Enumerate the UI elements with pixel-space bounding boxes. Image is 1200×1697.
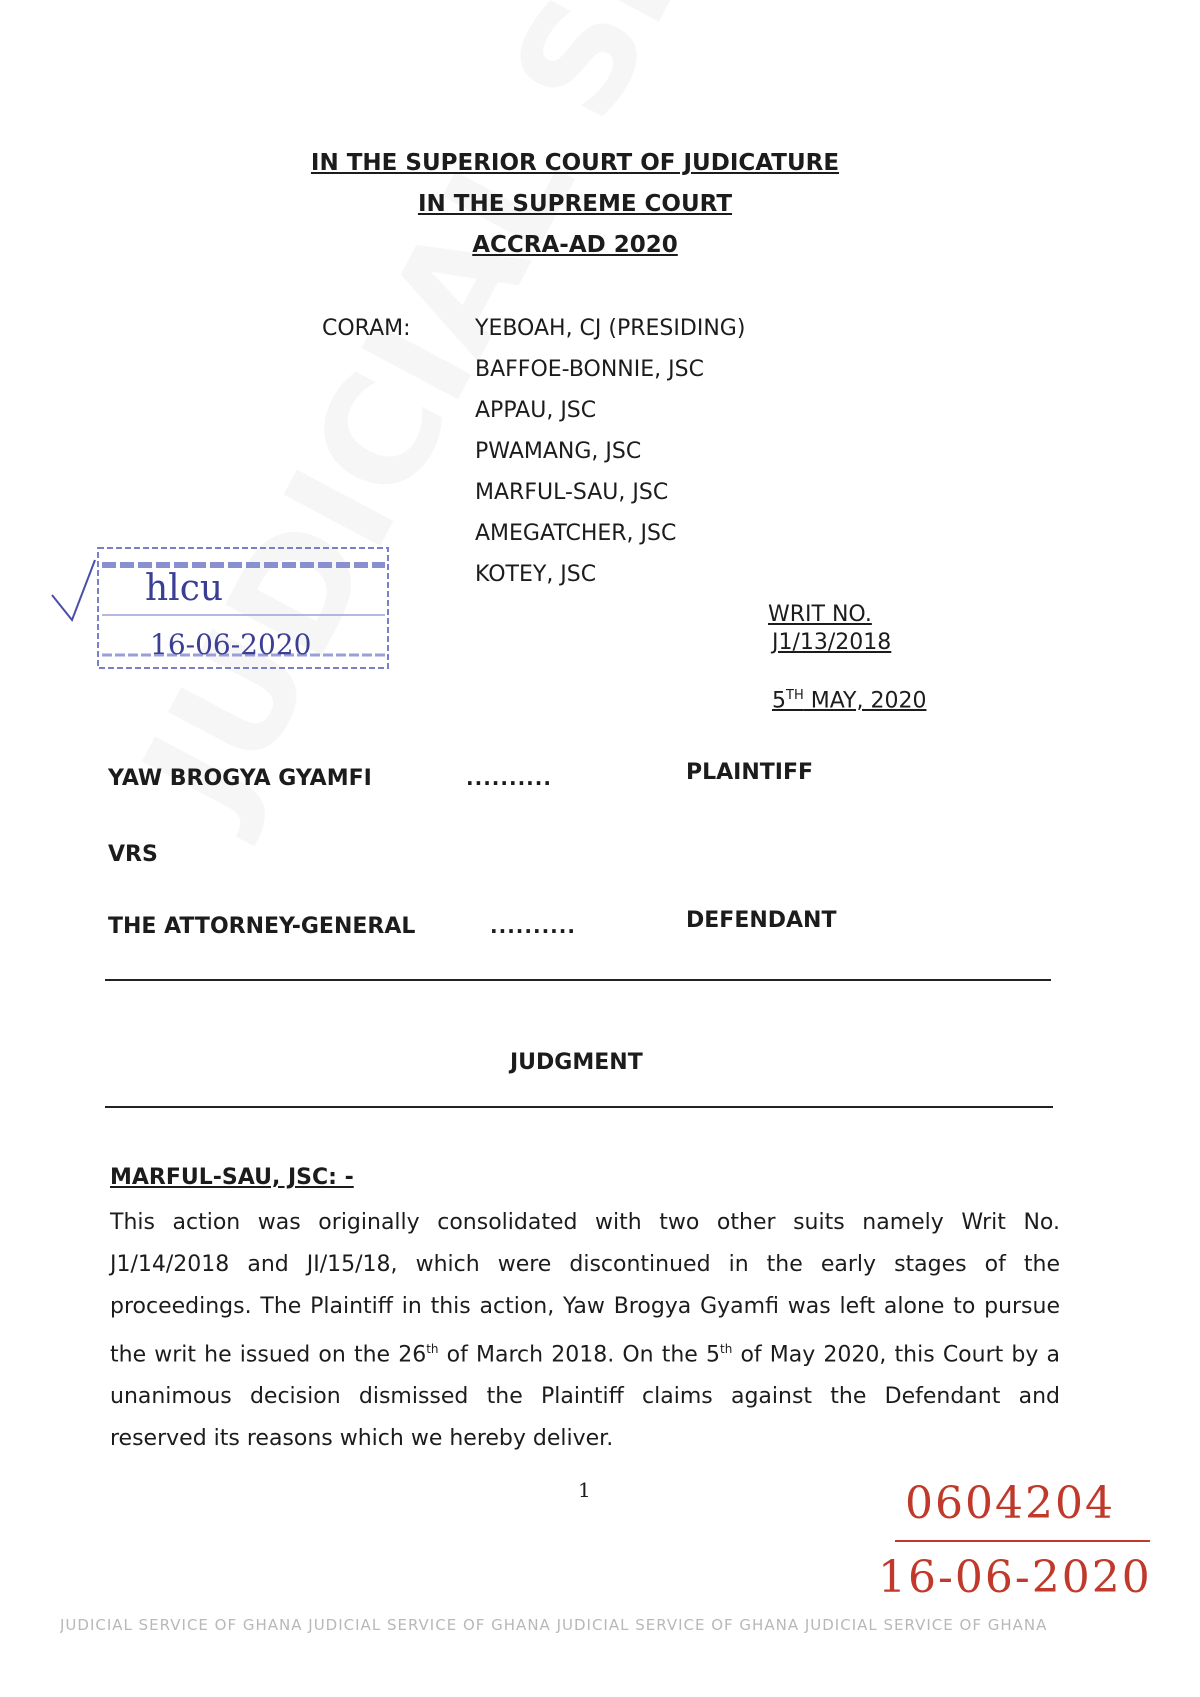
court-subtitle: IN THE SUPREME COURT xyxy=(417,191,733,217)
stamp-signature: hlcu xyxy=(145,568,224,609)
judge-name: APPAU, JSC xyxy=(475,398,597,423)
versus-label: VRS xyxy=(108,842,158,867)
judge-name: YEBOAH, CJ (PRESIDING) xyxy=(475,316,746,341)
plaintiff-name: YAW BROGYA GYAMFI xyxy=(108,766,372,791)
writ-number: J1/13/2018 xyxy=(772,630,892,655)
coram-label: CORAM: xyxy=(322,316,411,341)
margin-note-number: 0604204 xyxy=(905,1478,1115,1529)
divider xyxy=(105,1106,1053,1108)
judgment-date: 5TH MAY, 2020 xyxy=(772,688,927,714)
page-number: 1 xyxy=(578,1478,591,1502)
margin-note-line xyxy=(895,1540,1150,1542)
author-heading: MARFUL-SAU, JSC: - xyxy=(110,1165,354,1190)
divider xyxy=(105,979,1051,981)
judge-name: AMEGATCHER, JSC xyxy=(475,521,677,546)
plaintiff-role: PLAINTIFF xyxy=(686,760,814,785)
margin-note-date: 16-06-2020 xyxy=(878,1552,1152,1603)
body-paragraph: This action was originally consolidated with two other suits namely Writ No. J1/14/2018 and JI/15/18, which were discontinued in the early stages of the proceedings. The Plaintiff in this action, Yaw Brogya Gyamfi was left alone to pursue the writ he issued on the 26th of March 2018. On the 5th of May 2020, this Court by a unanimous decision dismissed the Plaintiff claims against the Defendant and reserved its reasons which we hereby deliver. xyxy=(110,1210,1060,1452)
court-title: IN THE SUPERIOR COURT OF JUDICATURE xyxy=(310,150,840,176)
coram-list xyxy=(475,316,745,603)
judge-name: KOTEY, JSC xyxy=(475,562,597,587)
judgment-heading: JUDGMENT xyxy=(510,1050,643,1075)
judge-name: MARFUL-SAU, JSC xyxy=(475,480,669,505)
court-location: ACCRA-AD 2020 xyxy=(472,232,678,258)
judge-name: BAFFOE-BONNIE, JSC xyxy=(475,357,704,382)
writ-label: WRIT NO. xyxy=(768,602,872,627)
received-stamp xyxy=(40,540,400,680)
plaintiff-dots: .......... xyxy=(466,766,552,790)
defendant-role: DEFENDANT xyxy=(686,908,837,933)
footer-watermark: JUDICIAL SERVICE OF GHANA JUDICIAL SERVICE OF GHANA JUDICIAL SERVICE OF GHANA JUDICIAL SERVICE OF GHANA xyxy=(60,1616,1048,1634)
defendant-dots: .......... xyxy=(490,914,576,938)
defendant-name: THE ATTORNEY-GENERAL xyxy=(108,914,416,939)
judge-name: PWAMANG, JSC xyxy=(475,439,642,464)
stamp-date: 16-06-2020 xyxy=(150,628,312,661)
